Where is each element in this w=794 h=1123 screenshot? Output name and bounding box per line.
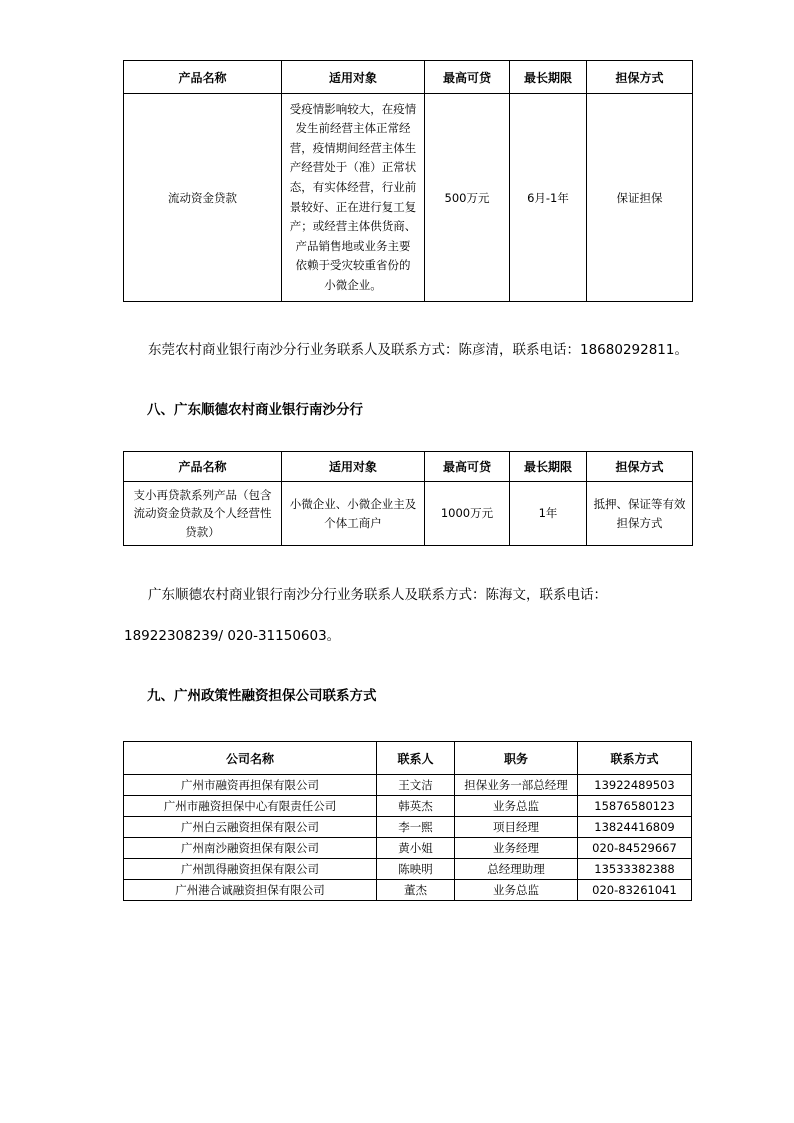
target-line: 发生前经营主体正常经 bbox=[295, 121, 411, 136]
cell-target bbox=[282, 94, 425, 302]
cell-max-term: 1年 bbox=[510, 482, 587, 546]
cell-position: 业务总监 bbox=[455, 796, 578, 817]
cell-contact-person: 王文洁 bbox=[377, 775, 455, 796]
cell-product-name bbox=[124, 482, 282, 546]
target-line: 个体工商户 bbox=[324, 515, 382, 530]
target-line: 小微企业。 bbox=[324, 277, 382, 292]
table-row bbox=[124, 859, 692, 880]
cell-position: 总经理助理 bbox=[455, 859, 578, 880]
contact-shunde-bank-line1: 广东顺德农村商业银行南沙分行业务联系人及联系方式：陈海文，联系电话： bbox=[148, 587, 607, 603]
cell-position: 业务总监 bbox=[455, 880, 578, 901]
table-row bbox=[124, 817, 692, 838]
table-row bbox=[124, 838, 692, 859]
table-row bbox=[124, 796, 692, 817]
target-line: 产品销售地或业务主要 bbox=[295, 238, 411, 253]
cell-guarantee bbox=[587, 482, 693, 546]
cell-phone: 15876580123 bbox=[578, 796, 692, 817]
header-position: 职务 bbox=[455, 742, 578, 775]
cell-phone: 13533382388 bbox=[578, 859, 692, 880]
cell-contact-person: 韩英杰 bbox=[377, 796, 455, 817]
table-row bbox=[124, 94, 693, 302]
header-contact-person: 联系人 bbox=[377, 742, 455, 775]
cell-target bbox=[282, 482, 425, 546]
product-line: 支小再贷款系列产品（包含 bbox=[133, 487, 272, 502]
table-row bbox=[124, 880, 692, 901]
header-guarantee: 担保方式 bbox=[587, 452, 693, 482]
cell-company-name: 广州港合诚融资担保有限公司 bbox=[124, 880, 377, 901]
cell-contact-person: 董杰 bbox=[377, 880, 455, 901]
header-company-name: 公司名称 bbox=[124, 742, 377, 775]
product-line: 贷款） bbox=[185, 524, 220, 539]
target-line: 产经营处于（准）正常状 bbox=[289, 160, 417, 175]
target-line: 小微企业、小微企业主及 bbox=[289, 497, 417, 511]
cell-contact-person: 黄小姐 bbox=[377, 838, 455, 859]
cell-company-name: 广州白云融资担保有限公司 bbox=[124, 817, 377, 838]
cell-position: 业务经理 bbox=[455, 838, 578, 859]
header-max-term: 最长期限 bbox=[510, 452, 587, 482]
loan-product-table-1 bbox=[123, 60, 693, 302]
target-line: 景较好、正在进行复工复 bbox=[289, 199, 417, 214]
header-max-term: 最长期限 bbox=[510, 61, 587, 94]
table-header-row bbox=[124, 452, 693, 482]
section-heading-9: 九、广州政策性融资担保公司联系方式 bbox=[147, 688, 377, 704]
cell-phone: 13824416809 bbox=[578, 817, 692, 838]
section-heading-8: 八、广东顺德农村商业银行南沙分行 bbox=[147, 402, 363, 418]
target-line: 产；或经营主体供货商、 bbox=[289, 219, 417, 234]
cell-max-loan: 500万元 bbox=[425, 94, 510, 302]
cell-position: 担保业务一部总经理 bbox=[455, 775, 578, 796]
cell-company-name: 广州市融资担保中心有限责任公司 bbox=[124, 796, 377, 817]
cell-contact-person: 李一熙 bbox=[377, 817, 455, 838]
table-header-row bbox=[124, 742, 692, 775]
contact-shunde-bank-line2: 18922308239/ 020-31150603。 bbox=[124, 628, 341, 644]
product-line: 流动资金贷款及个人经营性 bbox=[133, 506, 272, 521]
table-header-row bbox=[124, 61, 693, 94]
loan-product-table-2 bbox=[123, 451, 693, 546]
cell-guarantee: 保证担保 bbox=[587, 94, 693, 302]
header-max-loan: 最高可贷 bbox=[425, 452, 510, 482]
guarantee-company-table bbox=[123, 741, 692, 901]
guarantee-line: 抵押、保证等有效 bbox=[593, 497, 686, 511]
cell-position: 项目经理 bbox=[455, 817, 578, 838]
cell-company-name: 广州南沙融资担保有限公司 bbox=[124, 838, 377, 859]
target-line: 受疫情影响较大，在疫情 bbox=[289, 101, 417, 116]
cell-phone: 020-84529667 bbox=[578, 838, 692, 859]
header-target: 适用对象 bbox=[282, 452, 425, 482]
header-product-name: 产品名称 bbox=[124, 452, 282, 482]
contact-dongguan-bank: 东莞农村商业银行南沙分行业务联系人及联系方式：陈彦清，联系电话：18680292811。 bbox=[148, 342, 688, 358]
header-contact-info: 联系方式 bbox=[578, 742, 692, 775]
target-line: 营，疫情期间经营主体生 bbox=[289, 140, 417, 155]
header-target: 适用对象 bbox=[282, 61, 425, 94]
table-row bbox=[124, 775, 692, 796]
header-product-name: 产品名称 bbox=[124, 61, 282, 94]
target-line: 态，有实体经营，行业前 bbox=[289, 179, 417, 194]
cell-max-loan: 1000万元 bbox=[425, 482, 510, 546]
cell-contact-person: 陈映明 bbox=[377, 859, 455, 880]
guarantee-line: 担保方式 bbox=[616, 515, 663, 530]
cell-product-name: 流动资金贷款 bbox=[124, 94, 282, 302]
header-guarantee: 担保方式 bbox=[587, 61, 693, 94]
header-max-loan: 最高可贷 bbox=[425, 61, 510, 94]
cell-company-name: 广州凯得融资担保有限公司 bbox=[124, 859, 377, 880]
cell-company-name: 广州市融资再担保有限公司 bbox=[124, 775, 377, 796]
cell-phone: 020-83261041 bbox=[578, 880, 692, 901]
table-row bbox=[124, 482, 693, 546]
cell-max-term: 6月-1年 bbox=[510, 94, 587, 302]
cell-phone: 13922489503 bbox=[578, 775, 692, 796]
target-line: 依赖于受灾较重省份的 bbox=[295, 258, 411, 273]
